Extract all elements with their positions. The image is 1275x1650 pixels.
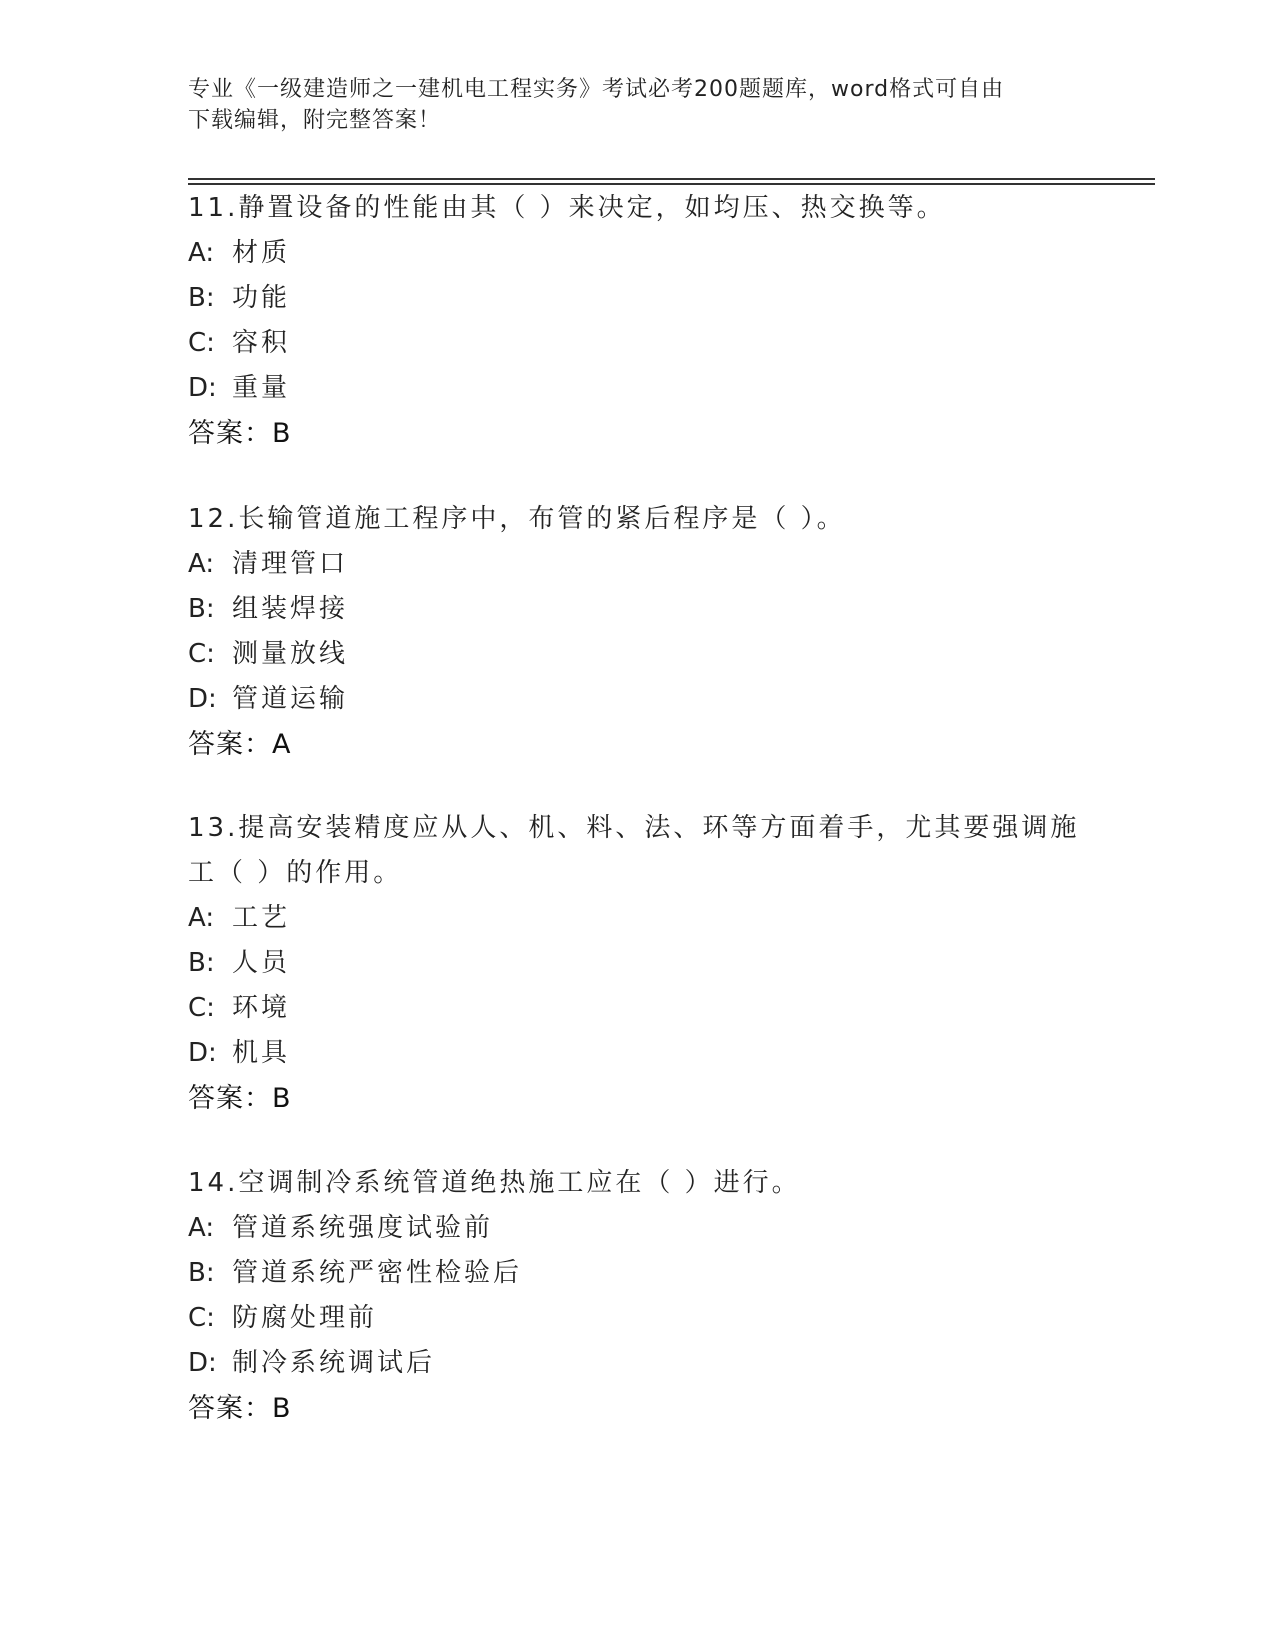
header-divider-bottom [188, 183, 1155, 185]
option-letter: D: [188, 1348, 217, 1378]
option-text: 机具 [232, 1038, 291, 1068]
option-text: 清理管口 [232, 549, 349, 579]
option-letter: C: [188, 328, 215, 358]
answer: 答案：B [188, 1083, 292, 1114]
option-letter: C: [188, 639, 215, 669]
option-letter: D: [188, 373, 217, 403]
question-14 [188, 1161, 1088, 1432]
option-text: 环境 [232, 993, 291, 1023]
header-line-2: 下载编辑，附完整答案！ [188, 108, 442, 133]
question-12 [188, 497, 1088, 768]
option-letter: B: [188, 1258, 215, 1288]
option-letter: D: [188, 1038, 217, 1068]
answer: 答案：B [188, 1393, 292, 1424]
question-stem: 11.静置设备的性能由其（ ）来决定，如均压、热交换等。 [188, 193, 946, 223]
answer: 答案：A [188, 729, 292, 760]
document-header [188, 74, 1088, 136]
header-line-1: 专业《一级建造师之一建机电工程实务》考试必考200题题库，word格式可自由 [188, 77, 1005, 102]
option-c [188, 321, 1088, 366]
option-b [188, 587, 1088, 632]
option-letter: A: [188, 549, 215, 579]
option-letter: B: [188, 594, 215, 624]
option-letter: B: [188, 283, 215, 313]
option-c [188, 1296, 1088, 1341]
question-11 [188, 186, 1088, 457]
question-stem-line-2: 工（ ）的作用。 [188, 858, 403, 888]
option-text: 功能 [232, 283, 291, 313]
answer: 答案：B [188, 418, 292, 449]
option-text: 管道系统严密性检验后 [232, 1258, 523, 1288]
header-divider-top [188, 178, 1155, 180]
option-letter: A: [188, 238, 215, 268]
option-letter: C: [188, 1303, 215, 1333]
option-text: 防腐处理前 [232, 1303, 378, 1333]
option-text: 工艺 [232, 903, 291, 933]
option-text: 材质 [232, 238, 291, 268]
question-stem: 14.空调制冷系统管道绝热施工应在（ ）进行。 [188, 1168, 801, 1198]
option-letter: C: [188, 993, 215, 1023]
option-b [188, 941, 1088, 986]
question-stem-line-1: 13.提高安装精度应从人、机、料、法、环等方面着手，尤其要强调施 [188, 813, 1080, 843]
question-stem: 12.长输管道施工程序中，布管的紧后程序是（ ）。 [188, 504, 846, 534]
option-d [188, 1341, 1088, 1386]
option-b [188, 276, 1088, 321]
option-text: 管道运输 [232, 684, 349, 714]
option-letter: A: [188, 1213, 215, 1243]
option-c [188, 986, 1088, 1031]
option-letter: B: [188, 948, 215, 978]
option-text: 容积 [232, 328, 291, 358]
option-d [188, 1031, 1088, 1076]
option-text: 制冷系统调试后 [232, 1348, 436, 1378]
option-text: 测量放线 [232, 639, 349, 669]
option-letter: D: [188, 684, 217, 714]
option-text: 组装焊接 [232, 594, 349, 624]
option-text: 管道系统强度试验前 [232, 1213, 494, 1243]
question-13 [188, 806, 1088, 1122]
option-text: 人员 [232, 948, 291, 978]
option-text: 重量 [232, 373, 291, 403]
option-c [188, 632, 1088, 677]
option-letter: A: [188, 903, 215, 933]
option-a [188, 542, 1088, 587]
option-a [188, 231, 1088, 276]
option-a [188, 896, 1088, 941]
option-d [188, 677, 1088, 722]
option-b [188, 1251, 1088, 1296]
option-d [188, 366, 1088, 411]
option-a [188, 1206, 1088, 1251]
